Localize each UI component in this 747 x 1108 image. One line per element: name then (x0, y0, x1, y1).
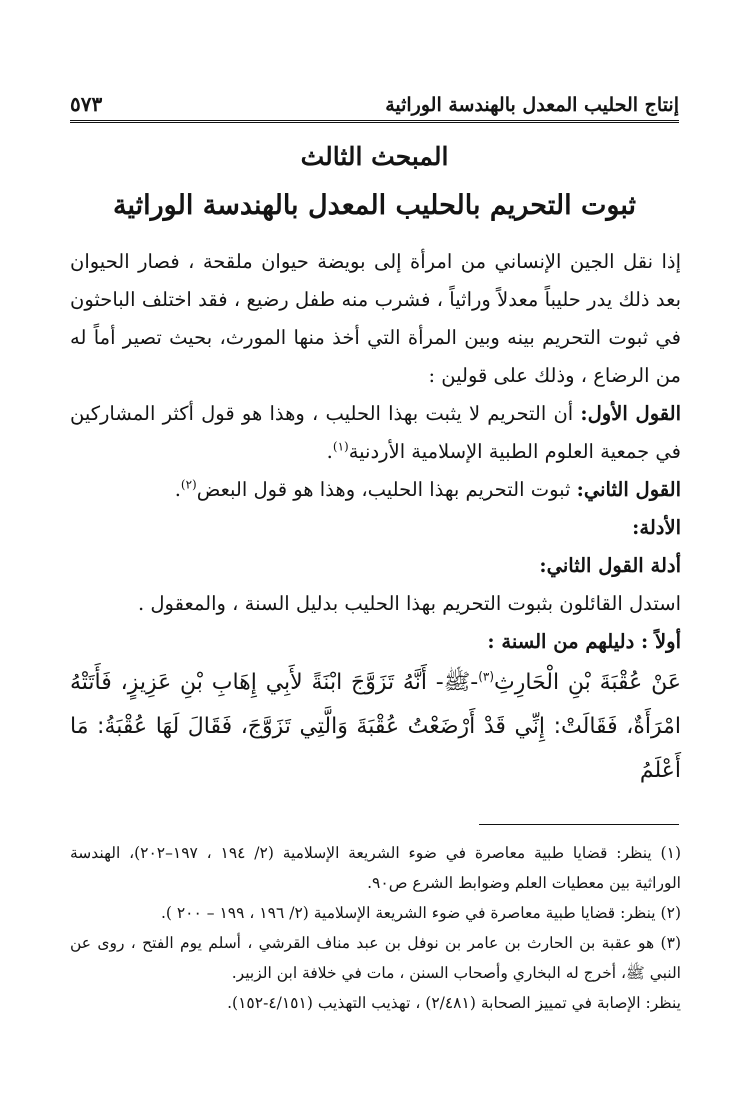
footnote-ref-3[interactable]: (٣) (478, 669, 495, 684)
footnotes (70, 838, 681, 1018)
hadith-part-two: -ﷺ- أَنَّهُ تَزَوَّجَ ابْنَةً لأَبِي إِهَابِ بْنِ عَزِيزٍ، فَأَتَتْهُ امْرَأَةٌ، فَقَالَتْ: إِنِّي قَدْ أَرْضَعْتُ عُقْبَةَ وَالَّتِي تَزَوَّجَ، فَقَالَ لَهَا عُقْبَةُ: مَا أَعْلَمُ (70, 670, 681, 783)
hadith-part-one: عَنْ عُقْبَةَ بْنِ الْحَارِثِ (494, 670, 681, 695)
intro-paragraph: إذا نقل الجين الإنساني من امرأة إلى بويضة حيوان ملقحة ، فصار الحيوان بعد ذلك يدر حليباً معدلاً وراثياً ، فشرب منه طفل رضيع ، فقد اختلف الباحثون في ثبوت التحريم بينه وبين المرأة التي أخذ منها المورث، بحيث تصير أماً له من الرضاع ، وذلك على قولين : (70, 250, 681, 387)
opinion-two-text: ثبوت التحريم بهذا الحليب، وهذا هو قول البعض (196, 478, 571, 501)
evidence-heading: الأدلة: (632, 516, 681, 539)
page-number: ٥٧٣ (70, 92, 103, 116)
evidence-two-heading: أدلة القول الثاني: (539, 554, 681, 577)
running-header (70, 78, 679, 123)
opinion-one-paragraph (70, 395, 681, 471)
footnote-divider (479, 824, 679, 825)
running-title: إنتاج الحليب المعدل بالهندسة الوراثية (385, 94, 679, 116)
footnote-ref-2[interactable]: (٢) (180, 477, 197, 492)
section-title: ثبوت التحريم بالحليب المعدل بالهندسة الوراثية (112, 190, 637, 221)
evidence-two-text: استدل القائلون بثبوت التحريم بهذا الحليب بدليل السنة ، والمعقول . (137, 592, 681, 615)
opinion-two-end: . (174, 478, 181, 501)
opinion-two-label: القول الثاني: (576, 478, 681, 501)
footnote-ref-1[interactable]: (١) (332, 439, 349, 454)
first-evidence-heading: أولاً : دليلهم من السنة : (487, 630, 681, 653)
opinion-one-label: القول الأول: (580, 402, 681, 425)
footnote-3-sources: ينظر: الإصابة في تمييز الصحابة (٢/٤٨١) ، تهذيب التهذيب (٤/١٥١-١٥٢). (227, 994, 681, 1012)
opinion-one-end: . (326, 440, 333, 463)
opinion-one-text: أن التحريم لا يثبت بهذا الحليب ، وهذا هو قول أكثر المشاركين في جمعية العلوم الطبية الإسلامية الأردنية (70, 402, 681, 463)
opinion-two-paragraph (70, 471, 681, 509)
hadith-text (70, 661, 681, 793)
section-heading: المبحث الثالث (300, 142, 449, 171)
footnote-2: (٢) ينظر: قضايا طبية معاصرة في ضوء الشريعة الإسلامية (٢/ ١٩٦ ، ١٩٩ – ٢٠٠ ). (160, 904, 681, 922)
footnote-3: (٣) هو عقبة بن الحارث بن عامر بن نوفل بن عبد مناف القرشي ، أسلم يوم الفتح ، روى عن النبي ﷺ، أخرج له البخاري وأصحاب السنن ، مات في خلافة ابن الزبير. (70, 934, 681, 982)
main-text (70, 243, 681, 793)
footnote-1: (١) ينظر: قضايا طبية معاصرة في ضوء الشريعة الإسلامية (٢/ ١٩٤ ، ١٩٧–٢٠٢)، الهندسة الوراثية بين معطيات العلم وضوابط الشرع ص٩٠. (70, 844, 681, 892)
